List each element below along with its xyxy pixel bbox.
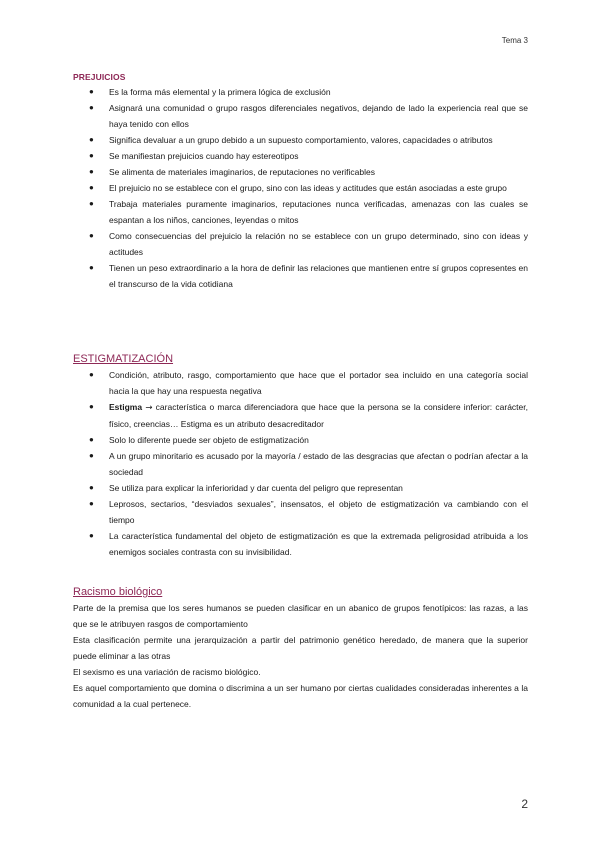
paragraph: Es aquel comportamiento que domina o discrimina a un ser humano por ciertas cualidades consideradas inherentes a la comunidad a la cual pertenece. [73,683,528,709]
list-item-text: Significa devaluar a un grupo debido a un supuesto comportamiento, valores, capacidades o atributos [109,135,493,145]
list-item-text: Se alimenta de materiales imaginarios, de reputaciones no verificables [109,167,376,177]
section-title-estigmatizacion: ESTIGMATIZACIÓN [73,353,174,365]
bullet-icon: ● [89,370,94,379]
list-item [73,496,528,528]
bullet-icon: ● [89,499,94,508]
list-item-text: Se manifiestan prejuicios cuando hay estereotipos [109,151,299,161]
list-item-text: El prejuicio no se establece con el grupo, sino con las ideas y actitudes que están asociadas a este grupo [109,183,507,193]
bullet-icon: ● [89,263,94,272]
list-item [73,260,528,292]
list-item-text: Condición, atributo, rasgo, comportamiento que hace que el portador sea incluido en una categoría social hacia la que hay una respuesta negativa [109,370,528,396]
list-item [73,164,528,180]
page-header-label: Tema 3 [501,36,528,45]
bullet-icon: ● [89,531,94,540]
section-prejuicios [73,72,528,292]
list-item-text: Como consecuencias del prejuicio la relación no se establece con un grupo determinado, sino con ideas y actitudes [109,231,528,257]
list-item [73,180,528,196]
list-item [73,480,528,496]
list-item [73,448,528,480]
bullet-icon: ● [89,183,94,192]
racismo-paragraphs [73,600,528,712]
list-item-text: característica o marca diferenciadora que hace que la persona se la considere inferior: carácter, físico, creencias… Estigma es un atributo desacreditador [109,402,528,429]
page-number: 2 [521,797,528,811]
list-item-text: A un grupo minoritario es acusado por la mayoría / estado de las desgracias que afectan o podrían afectar a la sociedad [109,451,528,477]
list-item-text: Se utiliza para explicar la inferioridad y dar cuenta del peligro que representan [109,483,403,493]
bullet-icon: ● [89,135,94,144]
list-item [73,100,528,132]
bullet-icon: ● [89,483,94,492]
list-item [73,148,528,164]
prejuicios-list [73,84,528,292]
list-item-text: Es la forma más elemental y la primera lógica de exclusión [109,87,331,97]
bullet-icon: ● [89,103,94,112]
list-item-text: La característica fundamental del objeto de estigmatización es que la extremada peligrosidad atribuida a los enemigos sociales contrasta con su invisibilidad. [109,531,528,557]
list-item-text: Leprosos, sectarios, “desviados sexuales”, insensatos, el objeto de estigmatización va cambiando con el tiempo [109,499,528,525]
list-item [73,196,528,228]
list-item [73,228,528,260]
list-item [73,132,528,148]
list-item [73,399,528,432]
section-racismo-biologico [73,586,528,712]
bullet-icon: ● [89,199,94,208]
right-arrow-icon: → [145,403,153,413]
list-item [73,84,528,100]
section-title-racismo: Racismo biológico [73,586,163,598]
bullet-icon: ● [89,435,94,444]
paragraph: El sexismo es una variación de racismo biológico. [73,667,261,677]
paragraph: Esta clasificación permite una jerarquización a partir del patrimonio genético heredado, de manera que la superior puede eliminar a las otras [73,635,528,661]
list-item-text: Solo lo diferente puede ser objeto de estigmatización [109,435,309,445]
bullet-icon: ● [89,451,94,460]
list-item-text: Trabaja materiales puramente imaginarios, reputaciones nunca verificadas, amenazas con las cuales se espantan a los niños, canciones, leyendas o mitos [109,199,528,225]
bullet-icon: ● [89,402,94,411]
section-title-prejuicios: PREJUICIOS [73,72,126,82]
section-estigmatizacion [73,353,528,560]
bullet-icon: ● [89,167,94,176]
bullet-icon: ● [89,231,94,240]
list-item [73,367,528,399]
bullet-icon: ● [89,151,94,160]
estigmatizacion-list [73,367,528,560]
bullet-icon: ● [89,87,94,96]
list-item [73,432,528,448]
term-bold: Estigma [109,402,143,412]
list-item-text: Tienen un peso extraordinario a la hora de definir las relaciones que mantienen entre sí grupos copresentes en el transcurso de la vida cotidiana [109,263,528,289]
paragraph: Parte de la premisa que los seres humanos se pueden clasificar en un abanico de grupos fenotípicos: las razas, a las que se le atribuyen rasgos de comportamiento [73,603,528,629]
list-item-text: Asignará una comunidad o grupo rasgos diferenciales negativos, dejando de lado la experiencia real que se haya tenido con ellos [109,103,528,129]
list-item [73,528,528,560]
